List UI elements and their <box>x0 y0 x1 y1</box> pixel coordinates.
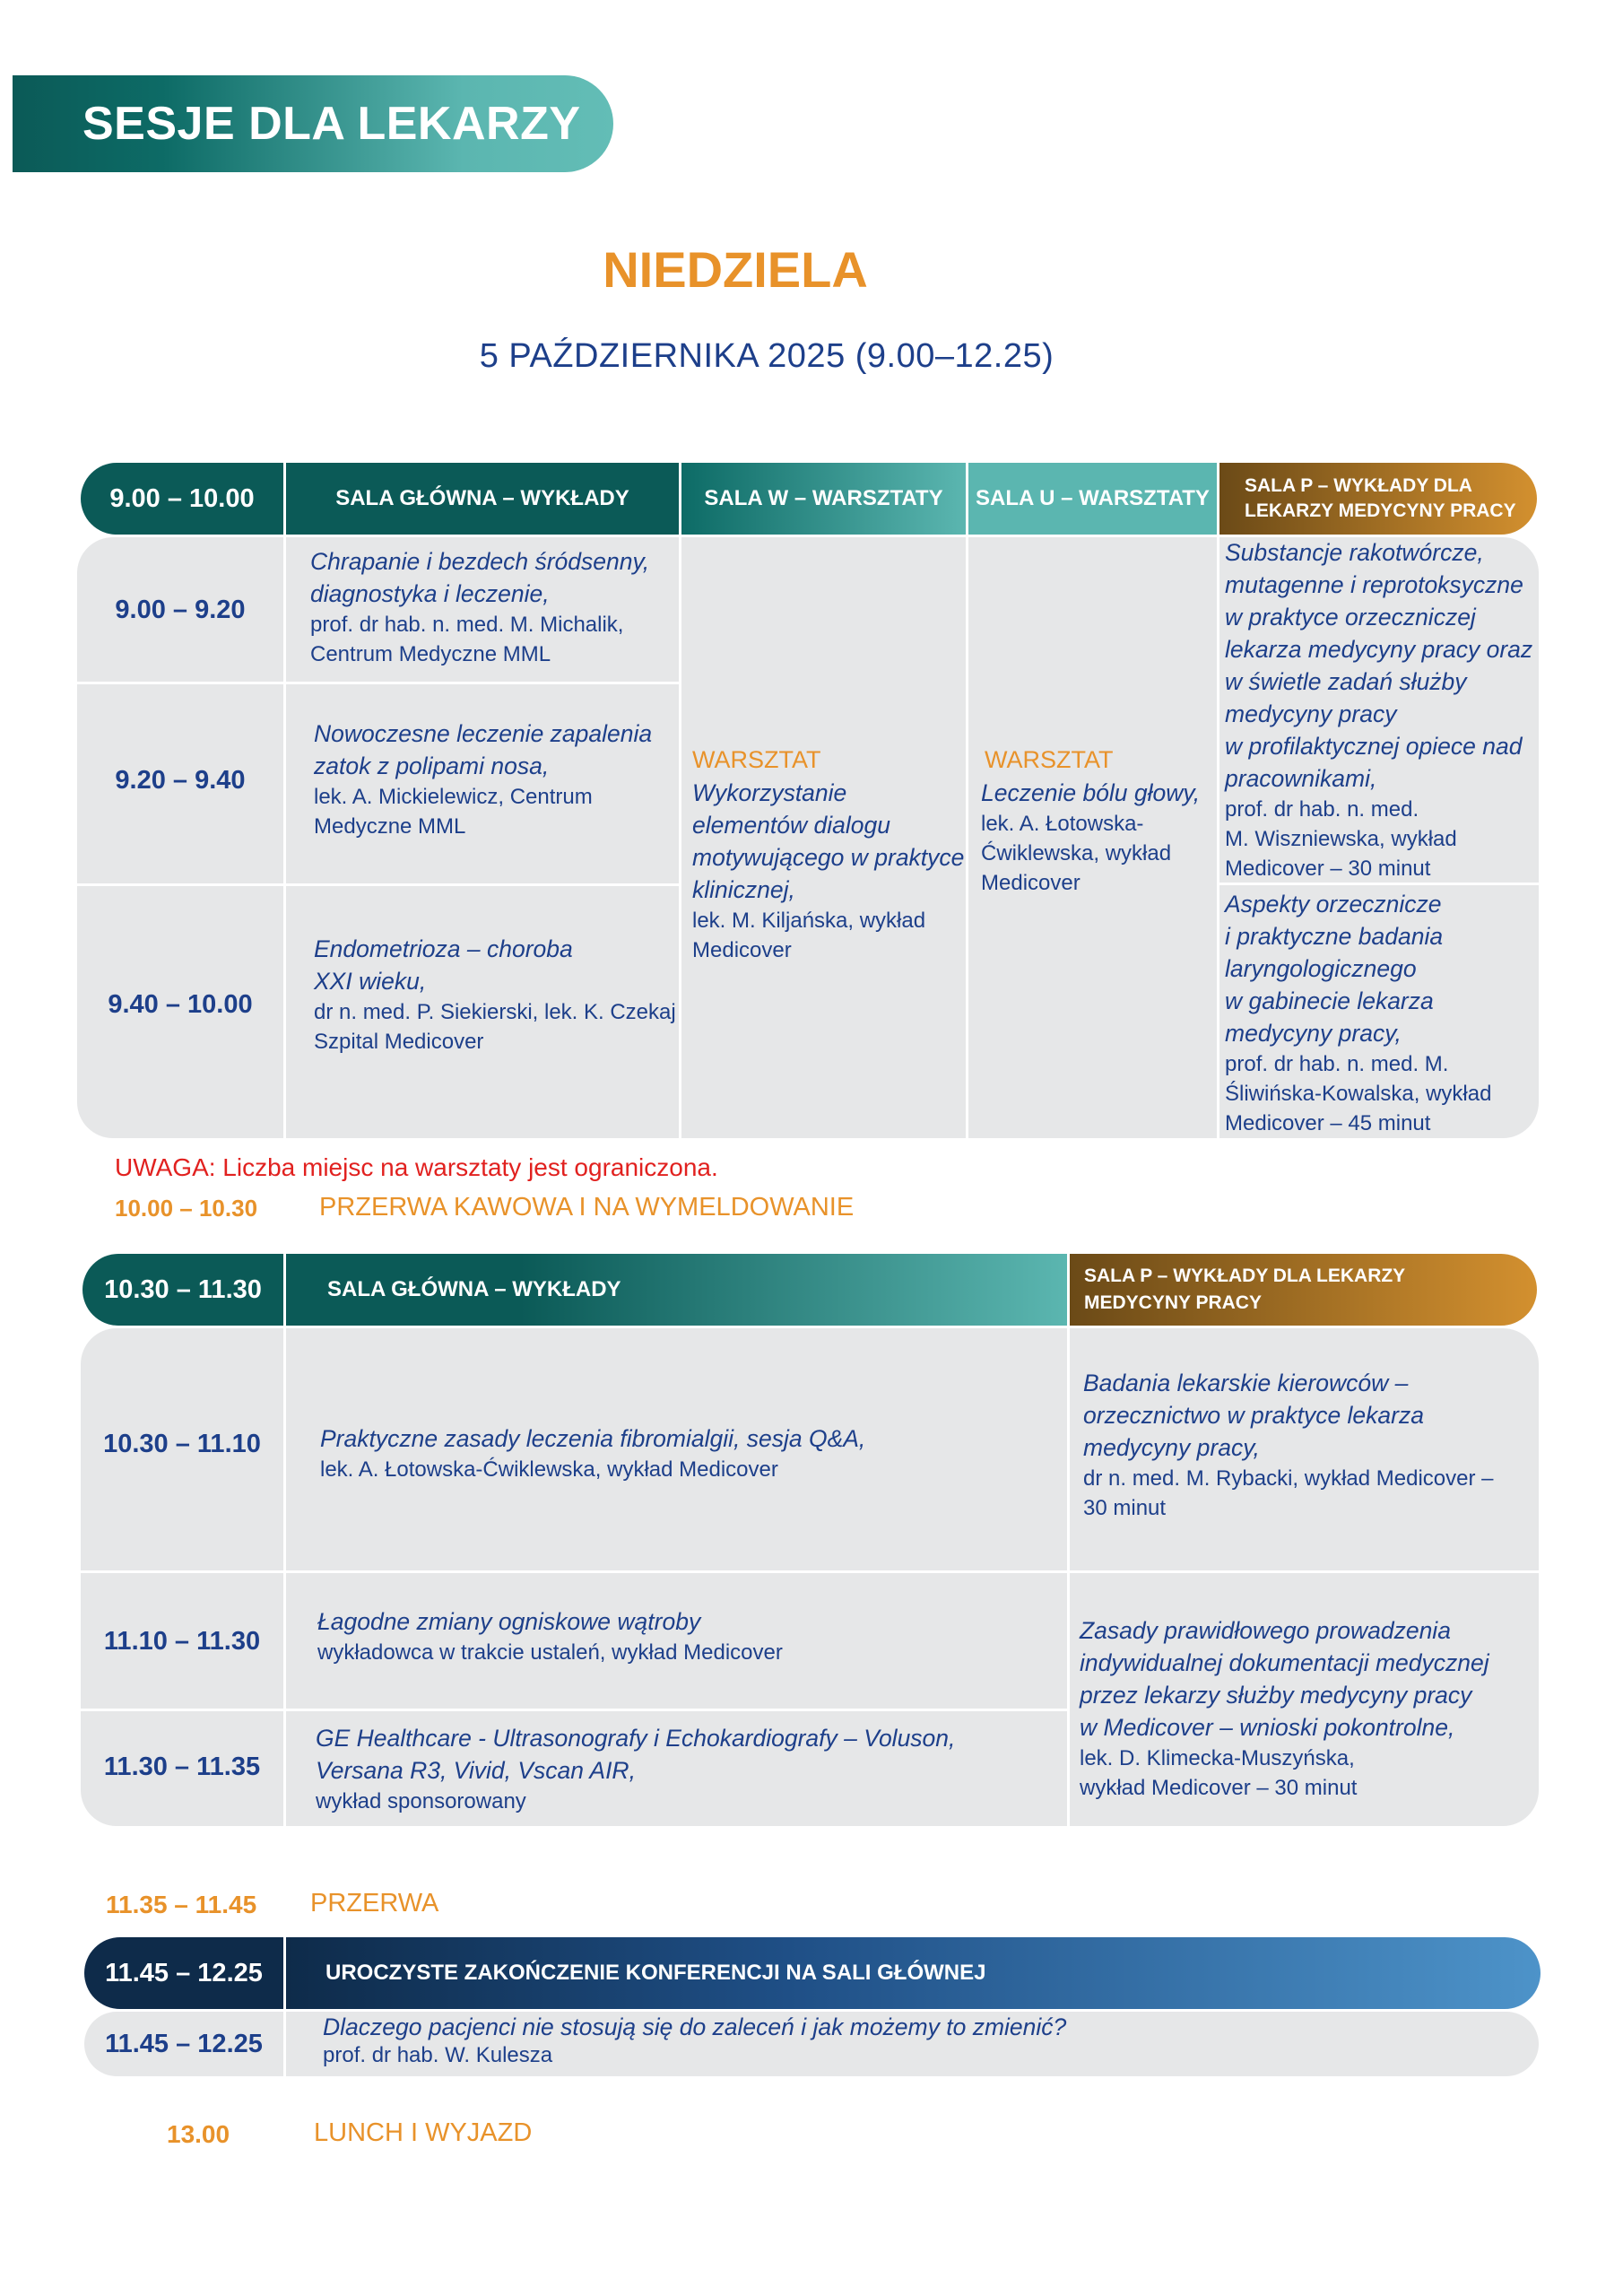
session-title: Praktyczne zasady leczenia fibromialgii, sesja Q&A, <box>320 1425 866 1452</box>
session-title: Łagodne zmiany ogniskowe wątroby <box>317 1608 701 1635</box>
block1-workshop-u <box>981 743 1200 898</box>
col-w-label: SALA W – WARSZTATY <box>704 486 943 510</box>
session-speaker: wykład Medicover – 30 minut <box>1080 1776 1358 1800</box>
break1-time: 10.00 – 10.30 <box>115 1195 258 1222</box>
block2-p-header <box>1070 1254 1537 1326</box>
block1-w-header <box>681 463 966 535</box>
session-speaker: wykład sponsorowany <box>316 1789 526 1813</box>
day-title: NIEDZIELA <box>603 241 868 298</box>
col-p-label-1: SALA P – WYKŁADY DLA <box>1245 475 1472 496</box>
session-title: GE Healthcare - Ultrasonografy i Echokardiografy – Voluson, <box>316 1725 956 1752</box>
session-title: Nowoczesne leczenie zapalenia <box>314 720 653 747</box>
block3-title-header <box>286 1937 1541 2009</box>
session-speaker: Medicover <box>692 938 792 962</box>
block2-time-header <box>82 1254 283 1326</box>
session-title: i praktyczne badania <box>1225 923 1444 950</box>
col-p-label-2: LEKARZY MEDYCYNY PRACY <box>1245 500 1516 521</box>
session-speaker: prof. dr hab. n. med. M. Michalik, <box>310 613 624 637</box>
block2-row3-time: 11.30 – 11.35 <box>103 1752 261 1781</box>
block2-row1-time: 10.30 – 11.10 <box>103 1429 261 1458</box>
session-title: elementów dialogu <box>692 812 890 839</box>
session-speaker: Ćwiklewska, wykład <box>981 841 1172 865</box>
session-title: Badania lekarskie kierowców – <box>1083 1370 1409 1396</box>
session-speaker: Centrum Medyczne MML <box>310 642 551 666</box>
end-label: LUNCH I WYJAZD <box>314 2118 533 2147</box>
session-title: w praktyce orzeczniczej <box>1225 604 1476 631</box>
session-speaker: prof. dr hab. n. med. <box>1225 797 1419 822</box>
session-title: medycyny pracy, <box>1083 1434 1260 1461</box>
session-speaker: lek. A. Mickielewicz, Centrum <box>314 785 593 809</box>
block1-p-session-a <box>1225 536 1532 883</box>
session-speaker: M. Wiszniewska, wykład <box>1225 827 1457 851</box>
block1-row1-session <box>310 545 649 669</box>
block1-row3-session <box>314 933 676 1057</box>
session-title: motywującego w praktyce <box>692 844 965 871</box>
session-title: diagnostyka i leczenie, <box>310 580 550 607</box>
block2-row3-session <box>316 1722 955 1816</box>
session-title: medycyny pracy <box>1225 700 1397 727</box>
block2-row2-session <box>317 1605 783 1667</box>
block2-time: 10.30 – 11.30 <box>104 1274 262 1304</box>
block1-row2-time: 9.20 – 9.40 <box>115 765 246 795</box>
session-speaker: prof. dr hab. n. med. M. <box>1225 1052 1449 1076</box>
block1-time: 9.00 – 10.00 <box>109 483 255 513</box>
block1-row1-time: 9.00 – 9.20 <box>115 595 246 624</box>
session-title: Chrapanie i bezdech śródsenny, <box>310 548 650 575</box>
block2-row1-session <box>320 1422 865 1484</box>
session-title: laryngologicznego <box>1225 955 1417 982</box>
session-speaker: Medicover <box>981 871 1081 895</box>
block2-p-session-a <box>1083 1367 1494 1523</box>
date-subtitle: 5 PAŹDZIERNIKA 2025 (9.00–12.25) <box>479 337 1055 375</box>
break1-label: PRZERWA KAWOWA I NA WYMELDOWANIE <box>319 1193 855 1222</box>
session-title: medycyny pracy, <box>1225 1020 1402 1047</box>
block1-p-header <box>1219 463 1537 535</box>
session-title: mutagenne i reprotoksyczne <box>1225 571 1523 598</box>
session-speaker: Medicover – 30 minut <box>1225 857 1431 881</box>
session-speaker: lek. A. Łotowska- <box>981 812 1144 836</box>
closing-title: UROCZYSTE ZAKOŃCZENIE KONFERENCJI NA SALI GŁÓWNEJ <box>325 1961 986 1985</box>
section-banner: SESJE DLA LEKARZY <box>13 75 613 172</box>
session-speaker: prof. dr hab. W. Kulesza <box>323 2043 553 2067</box>
session-speaker: Medyczne MML <box>314 814 466 839</box>
block3-time: 11.45 – 12.25 <box>105 1958 263 1987</box>
session-speaker: Śliwińska-Kowalska, wykład <box>1225 1082 1492 1106</box>
session-title: w gabinecie lekarza <box>1225 987 1434 1014</box>
session-title: Dlaczego pacjenci nie stosują się do zaleceń i jak możemy to zmienić? <box>323 2013 1067 2040</box>
session-title: przez lekarzy służby medycyny pracy <box>1080 1682 1472 1709</box>
session-title: w Medicover – wnioski pokontrolne, <box>1080 1714 1455 1741</box>
block1-u-header <box>968 463 1217 535</box>
session-title: Zasady prawidłowego prowadzenia <box>1080 1617 1451 1644</box>
block3-row-session <box>323 2012 1066 2069</box>
session-title: Aspekty orzecznicze <box>1225 891 1442 918</box>
session-speaker: lek. M. Kiljańska, wykład <box>692 909 926 933</box>
end-time: 13.00 <box>167 2120 230 2148</box>
session-speaker: dr n. med. M. Rybacki, wykład Medicover – <box>1083 1466 1494 1491</box>
block1-main-header <box>286 463 679 535</box>
block2-p-session-b <box>1080 1614 1489 1803</box>
break2-label: PRZERWA <box>310 1889 439 1918</box>
session-title: Versana R3, Vivid, Vscan AIR, <box>316 1757 636 1784</box>
session-title: lekarza medycyny pracy oraz <box>1225 636 1533 663</box>
col-main-label: SALA GŁÓWNA – WYKŁADY <box>335 486 629 510</box>
session-title: pracownikami, <box>1225 765 1377 792</box>
workshop-label: WARSZTAT <box>985 746 1114 773</box>
workshop-note: UWAGA: Liczba miejsc na warsztaty jest ograniczona. <box>115 1153 718 1181</box>
col-main-label: SALA GŁÓWNA – WYKŁADY <box>327 1277 621 1301</box>
block1-p-session-b <box>1225 888 1491 1138</box>
session-speaker: dr n. med. P. Siekierski, lek. K. Czekaj <box>314 1000 676 1024</box>
workshop-label: WARSZTAT <box>692 746 821 773</box>
session-speaker: lek. D. Klimecka-Muszyńska, <box>1080 1746 1355 1770</box>
session-title: orzecznictwo w praktyce lekarza <box>1083 1402 1424 1429</box>
session-title: indywidualnej dokumentacji medycznej <box>1080 1649 1489 1676</box>
session-title: Substancje rakotwórcze, <box>1225 539 1484 566</box>
session-speaker: Medicover – 45 minut <box>1225 1111 1431 1135</box>
block1-row2-session <box>314 718 652 841</box>
block1-row3-time: 9.40 – 10.00 <box>108 989 253 1019</box>
session-title: w profilaktycznej opiece nad <box>1225 733 1523 760</box>
block3-time-header <box>84 1937 283 2009</box>
session-speaker: 30 minut <box>1083 1496 1167 1520</box>
session-title: XXI wieku, <box>314 968 427 995</box>
session-title: Wykorzystanie <box>692 779 847 806</box>
session-speaker: wykładowca w trakcie ustaleń, wykład Medicover <box>317 1640 783 1665</box>
block2-main-header <box>286 1254 1067 1326</box>
session-title: zatok z polipami nosa, <box>314 752 550 779</box>
break2-time: 11.35 – 11.45 <box>106 1891 257 1918</box>
block3-row-time: 11.45 – 12.25 <box>105 2029 263 2058</box>
session-title: Leczenie bólu głowy, <box>981 779 1201 806</box>
session-title: w świetle zadań służby <box>1225 668 1467 695</box>
session-title: Endometrioza – choroba <box>314 935 573 962</box>
session-title: klinicznej, <box>692 876 795 903</box>
block1-time-header <box>81 463 283 535</box>
block1-workshop-w <box>692 743 964 965</box>
col-p-label-2: MEDYCYNY PRACY <box>1084 1292 1262 1313</box>
block2-row2-time: 11.10 – 11.30 <box>103 1626 261 1656</box>
col-p-label-1: SALA P – WYKŁADY DLA LEKARZY <box>1084 1265 1406 1286</box>
session-speaker: Szpital Medicover <box>314 1030 484 1054</box>
col-u-label: SALA U – WARSZTATY <box>976 486 1210 510</box>
session-speaker: lek. A. Łotowska-Ćwiklewska, wykład Medicover <box>320 1457 778 1482</box>
